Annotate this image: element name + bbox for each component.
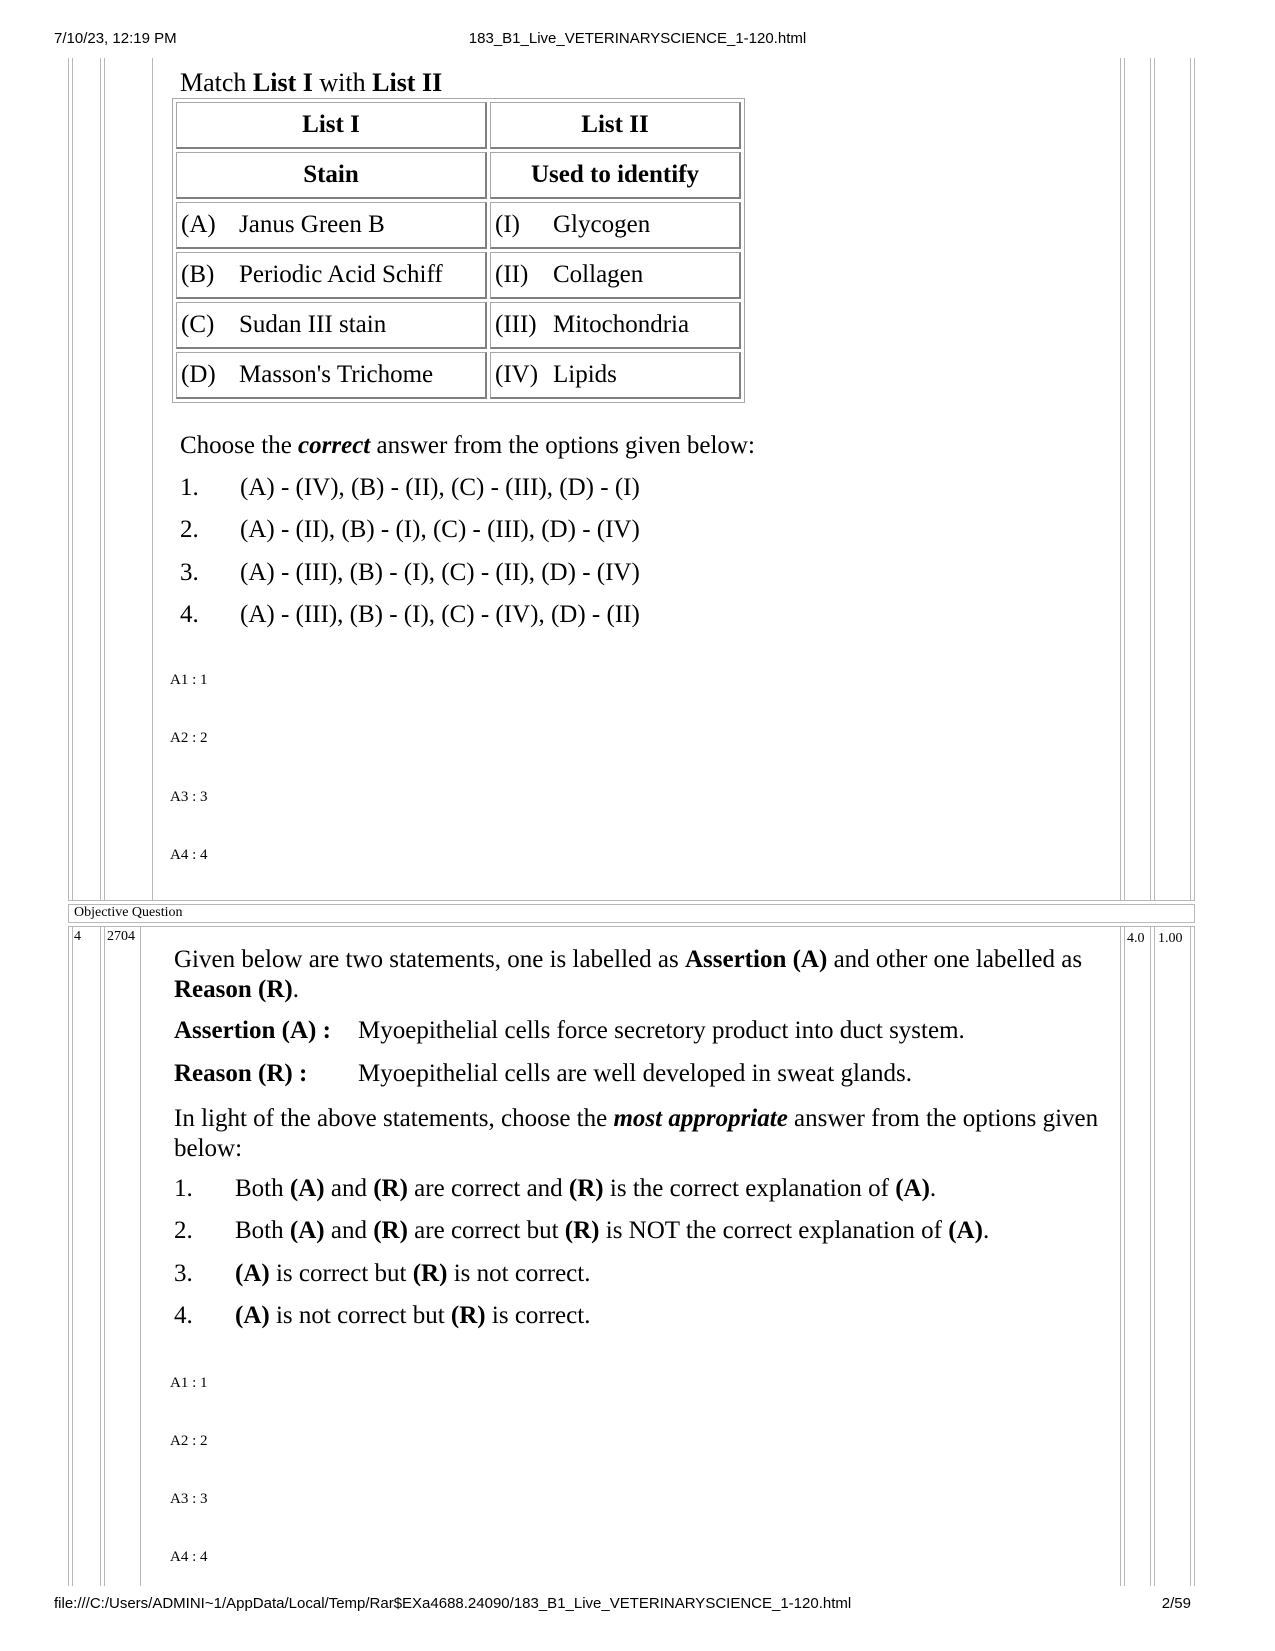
row-label: (I) xyxy=(495,211,520,238)
table-border xyxy=(1150,926,1151,1586)
option-text: Both xyxy=(235,1217,290,1244)
col1-subtitle: Stain xyxy=(176,152,487,199)
table-border xyxy=(1120,58,1121,900)
q1-option xyxy=(180,516,640,544)
option-text: . xyxy=(929,1175,937,1202)
q1-intro-list1: List I xyxy=(252,68,313,97)
assertion-row xyxy=(174,1017,965,1045)
table-cell xyxy=(176,252,487,299)
q1-intro-list2: List II xyxy=(372,68,443,97)
option-number: 1. xyxy=(174,1175,193,1202)
option-bold: (R) xyxy=(564,1217,600,1244)
table-row xyxy=(176,352,741,399)
q1-intro-text: Match xyxy=(180,68,253,97)
row-label: (B) xyxy=(181,261,215,288)
option-text: and xyxy=(324,1217,374,1244)
option-text: is not correct but xyxy=(269,1302,451,1329)
option-text: is not correct. xyxy=(447,1260,591,1287)
table-border xyxy=(140,926,141,1586)
table-border xyxy=(100,926,101,1586)
q2-option xyxy=(174,1217,989,1245)
reason-row xyxy=(174,1060,912,1088)
option-text: is NOT the correct explanation of xyxy=(599,1217,949,1244)
q2-light-instruction xyxy=(174,1104,1104,1164)
row-label: (IV) xyxy=(495,361,539,388)
table-border xyxy=(1150,58,1151,900)
row-text: Sudan III stain xyxy=(239,311,387,338)
row-text: Glycogen xyxy=(553,211,651,238)
option-number: 2. xyxy=(174,1217,193,1244)
row-label: (C) xyxy=(181,311,215,338)
table-cell xyxy=(490,302,741,349)
q2-intro-assertion: Assertion (A) xyxy=(684,946,828,973)
match-table-header xyxy=(176,102,741,149)
option-number: 3. xyxy=(174,1260,193,1287)
q1-instruction xyxy=(180,68,442,98)
option-number: 2. xyxy=(180,516,199,543)
option-bold: (R) xyxy=(373,1175,408,1202)
q1-answer-2: A2 : 2 xyxy=(170,730,208,746)
q2-answer-4: A4 : 4 xyxy=(170,1549,208,1565)
option-bold: (A) xyxy=(948,1217,983,1244)
q2-answer-3: A3 : 3 xyxy=(170,1491,208,1507)
q1-option xyxy=(180,474,640,502)
section-label: Objective Question xyxy=(74,905,183,920)
option-bold: (A) xyxy=(289,1175,325,1202)
table-border xyxy=(72,926,73,1586)
table-row xyxy=(176,202,741,249)
print-doc-title: 183_B1_Live_VETERINARYSCIENCE_1-120.html xyxy=(468,30,807,47)
option-text: are correct and xyxy=(407,1175,569,1202)
option-bold: (A) xyxy=(895,1175,930,1202)
row-text: Masson's Trichome xyxy=(239,361,434,388)
q1-option xyxy=(180,601,640,629)
q1-answer-4: A4 : 4 xyxy=(170,847,208,863)
table-border xyxy=(1124,58,1125,900)
option-bold: (A) xyxy=(235,1260,270,1287)
row-text: Mitochondria xyxy=(553,311,690,338)
q2-intro-text: . xyxy=(292,976,299,1003)
q1-choose-text: Choose the xyxy=(180,432,299,459)
table-row xyxy=(176,302,741,349)
table-border xyxy=(1154,58,1155,900)
option-number: 4. xyxy=(174,1302,193,1329)
option-number: 4. xyxy=(180,601,199,628)
row-text: Periodic Acid Schiff xyxy=(239,261,443,288)
q1-option xyxy=(180,559,640,587)
question-id: 2704 xyxy=(107,929,135,944)
table-border xyxy=(152,58,153,900)
option-text: is correct but xyxy=(269,1260,413,1287)
table-border xyxy=(1194,904,1195,922)
table-border xyxy=(1120,926,1121,1586)
q1-choose-instruction xyxy=(180,432,755,460)
q2-option xyxy=(174,1302,590,1330)
print-footer xyxy=(0,1595,1275,1615)
row-label: (D) xyxy=(181,361,216,388)
q1-choose-text: answer from the options given below: xyxy=(370,432,755,459)
q2-option xyxy=(174,1175,936,1203)
question-marks: 4.0 xyxy=(1127,931,1145,946)
q1-answer-3: A3 : 3 xyxy=(170,789,208,805)
option-text: (A) - (III), (B) - (I), (C) - (IV), (D) - (II) xyxy=(240,601,640,628)
row-text: Collagen xyxy=(553,261,644,288)
print-header xyxy=(0,30,1275,50)
q1-choose-emphasis: correct xyxy=(298,432,371,459)
q2-answer-2: A2 : 2 xyxy=(170,1433,208,1449)
table-border xyxy=(68,58,69,900)
table-border xyxy=(1124,926,1125,1586)
print-file-path: file:///C:/Users/ADMINI~1/AppData/Local/Temp/Rar$EXa4688.24090/183_B1_Live_VETERINARYSCIENCE_1-120.html xyxy=(54,1595,852,1612)
q2-option xyxy=(174,1260,590,1288)
option-bold: (R) xyxy=(412,1260,448,1287)
table-cell xyxy=(490,202,741,249)
q2-intro-reason: Reason (R) xyxy=(174,976,293,1003)
option-text: (A) - (II), (B) - (I), (C) - (III), (D) - (IV) xyxy=(240,516,640,543)
option-bold: (R) xyxy=(568,1175,604,1202)
table-border xyxy=(104,926,105,1586)
row-label: (II) xyxy=(495,261,529,288)
assertion-text: Myoepithelial cells force secretory product into duct system. xyxy=(358,1017,965,1044)
row-text: Lipids xyxy=(553,361,617,388)
assertion-key: Assertion (A) : xyxy=(174,1017,331,1044)
row-label: (A) xyxy=(181,211,216,238)
table-cell xyxy=(490,352,741,399)
table-border xyxy=(104,58,105,900)
table-row xyxy=(176,252,741,299)
table-border xyxy=(100,58,101,900)
table-border xyxy=(68,926,1195,927)
print-page-number: 2/59 xyxy=(1161,1595,1191,1612)
option-text: are correct but xyxy=(407,1217,565,1244)
option-text: and xyxy=(324,1175,374,1202)
table-border xyxy=(1194,58,1195,900)
option-text: (A) - (IV), (B) - (II), (C) - (III), (D) - (I) xyxy=(240,474,640,501)
match-table xyxy=(172,98,745,403)
table-border xyxy=(1194,926,1195,1586)
col2-title: List II xyxy=(490,102,741,149)
table-border xyxy=(1190,926,1191,1586)
q2-intro-text: Given below are two statements, one is labelled as xyxy=(174,946,685,973)
reason-key: Reason (R) : xyxy=(174,1060,308,1087)
option-number: 1. xyxy=(180,474,199,501)
q2-light-text: In light of the above statements, choose the xyxy=(174,1105,614,1132)
table-cell xyxy=(176,202,487,249)
q2-answer-1: A1 : 1 xyxy=(170,1375,208,1391)
table-border xyxy=(1190,58,1191,900)
q2-intro xyxy=(174,945,1104,1005)
q1-intro-text: with xyxy=(312,68,373,97)
option-bold: (A) xyxy=(235,1302,270,1329)
table-border xyxy=(68,926,69,1586)
q1-answer-1: A1 : 1 xyxy=(170,672,208,688)
col1-title: List I xyxy=(176,102,487,149)
option-bold: (R) xyxy=(450,1302,486,1329)
table-cell xyxy=(490,252,741,299)
reason-text: Myoepithelial cells are well developed in sweat glands. xyxy=(358,1060,912,1087)
q2-light-text: answer from the options given below: xyxy=(174,1105,1099,1162)
table-border xyxy=(68,904,69,922)
table-cell xyxy=(176,352,487,399)
row-text: Janus Green B xyxy=(239,211,385,238)
row-label: (III) xyxy=(495,311,537,338)
table-border xyxy=(68,900,1195,901)
print-datetime: 7/10/23, 12:19 PM xyxy=(54,30,177,47)
question-serial: 4 xyxy=(74,929,81,944)
option-text: . xyxy=(982,1217,990,1244)
option-text: (A) - (III), (B) - (I), (C) - (II), (D) - (IV) xyxy=(240,559,640,586)
option-text: is correct. xyxy=(485,1302,591,1329)
q2-intro-text: and other one labelled as xyxy=(827,946,1083,973)
q2-light-emphasis: most appropriate xyxy=(613,1105,788,1132)
table-border xyxy=(68,922,1195,923)
option-text: is the correct explanation of xyxy=(603,1175,896,1202)
match-table-subheader xyxy=(176,152,741,199)
table-border xyxy=(68,904,1195,905)
option-number: 3. xyxy=(180,559,199,586)
option-bold: (R) xyxy=(373,1217,408,1244)
table-border xyxy=(72,58,73,900)
table-border xyxy=(1154,926,1155,1586)
option-bold: (A) xyxy=(289,1217,325,1244)
option-text: Both xyxy=(235,1175,290,1202)
question-negative-marks: 1.00 xyxy=(1158,931,1183,946)
table-cell xyxy=(176,302,487,349)
col2-subtitle: Used to identify xyxy=(490,152,741,199)
